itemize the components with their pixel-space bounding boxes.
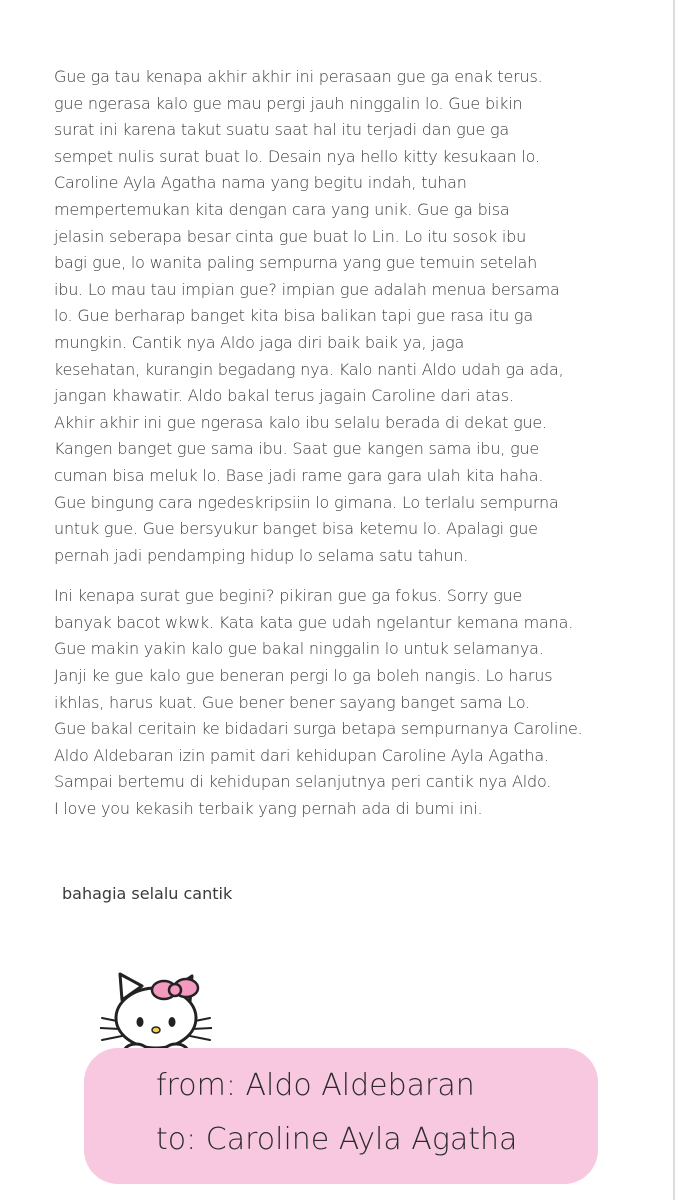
- letter-line: bagi gue, lo wanita paling sempurna yang gue temuin setelah: [54, 253, 538, 273]
- letter-line: Sampai bertemu di kehidupan selanjutnya peri cantik nya Aldo.: [54, 772, 552, 792]
- letter-line: mempertemukan kita dengan cara yang unik. Gue ga bisa: [54, 199, 510, 219]
- letter-line: Gue makin yakin kalo gue bakal ninggalin lo untuk selamanya.: [54, 639, 544, 659]
- letter-line: jangan khawatir. Aldo bakal terus jagain Caroline dari atas.: [54, 386, 514, 406]
- letter-line: gue ngerasa kalo gue mau pergi jauh ninggalin lo. Gue bikin: [54, 93, 523, 113]
- letter-line: Caroline Ayla Agatha nama yang begitu indah, tuhan: [54, 173, 467, 193]
- paragraph-spacer: [54, 569, 654, 583]
- to-label: to: Caroline Ayla Agatha: [156, 1122, 518, 1157]
- letter-line: Gue bingung cara ngedeskripsiin lo gimana. Lo terlalu sempurna: [54, 492, 559, 512]
- letter-line: sempet nulis surat buat lo. Desain nya hello kitty kesukaan lo.: [54, 146, 540, 166]
- hello-kitty-icon: [100, 962, 212, 1062]
- paragraph-2: [54, 583, 654, 822]
- from-label: from: Aldo Aldebaran: [156, 1068, 475, 1103]
- letter-line: Gue bakal ceritain ke bidadari surga betapa sempurnanya Caroline.: [54, 719, 583, 739]
- letter-line: I love you kekasih terbaik yang pernah ada di bumi ini.: [54, 799, 483, 819]
- letter-line: Ini kenapa surat gue begini? pikiran gue ga fokus. Sorry gue: [54, 586, 523, 606]
- letter-line: Gue ga tau kenapa akhir akhir ini perasaan gue ga enak terus.: [54, 67, 543, 86]
- letter-line: Akhir akhir ini gue ngerasa kalo ibu selalu berada di dekat gue.: [54, 412, 547, 432]
- paragraph-1: [54, 64, 654, 569]
- letter-line: mungkin. Cantik nya Aldo jaga diri baik baik ya, jaga: [54, 332, 465, 352]
- letter-line: cuman bisa meluk lo. Base jadi rame gara gara ulah kita haha.: [54, 465, 544, 485]
- letter-body: [54, 64, 654, 823]
- letter-line: ibu. Lo mau tau impian gue? impian gue adalah menua bersama: [54, 279, 560, 299]
- letter-line: ikhlas, harus kuat. Gue bener bener sayang banget sama Lo.: [54, 692, 531, 712]
- letter-line: kesehatan, kurangin begadang nya. Kalo nanti Aldo udah ga ada,: [54, 359, 564, 379]
- letter-line: banyak bacot wkwk. Kata kata gue udah ngelantur kemana mana.: [54, 612, 574, 632]
- letter-line: pernah jadi pendamping hidup lo selama satu tahun.: [54, 545, 469, 565]
- letter-line: untuk gue. Gue bersyukur banget bisa ketemu lo. Apalagi gue: [54, 519, 538, 539]
- letter-line: surat ini karena takut suatu saat hal itu terjadi dan gue ga: [54, 120, 509, 140]
- letter-line: Janji ke gue kalo gue beneran pergi lo ga boleh nangis. Lo harus: [54, 666, 553, 686]
- letter-line: Kangen banget gue sama ibu. Saat gue kangen sama ibu, gue: [54, 439, 540, 459]
- letter-line: lo. Gue berharap banget kita bisa balikan tapi gue rasa itu ga: [54, 306, 533, 326]
- closing-line: bahagia selalu cantik: [62, 884, 233, 903]
- letter-line: jelasin seberapa besar cinta gue buat lo Lin. Lo itu sosok ibu: [54, 226, 527, 246]
- letter-line: Aldo Aldebaran izin pamit dari kehidupan Caroline Ayla Agatha.: [54, 745, 549, 765]
- name-tag: [84, 1048, 598, 1184]
